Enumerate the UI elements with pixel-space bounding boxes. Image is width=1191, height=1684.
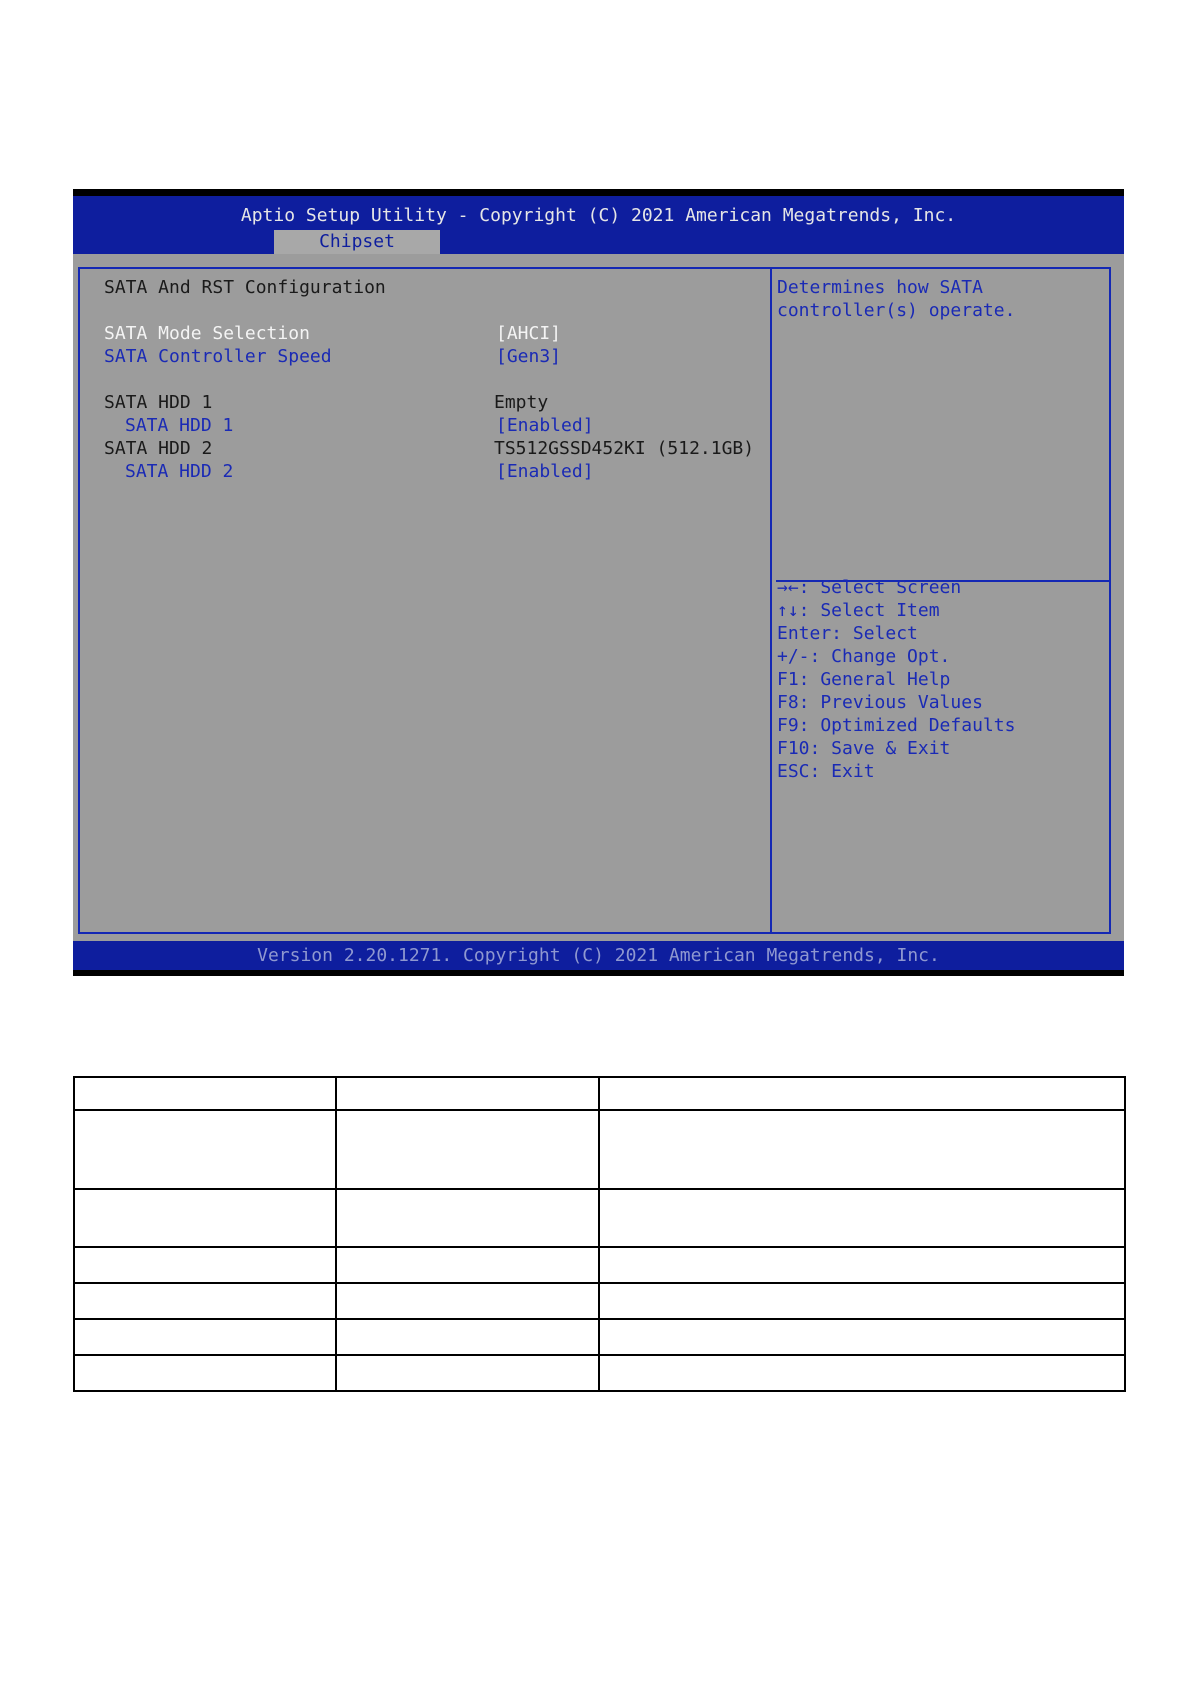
table-cell bbox=[74, 1355, 336, 1391]
sata-controller-speed-label[interactable]: SATA Controller Speed bbox=[104, 346, 332, 367]
key-hint-change-opt: +/-: Change Opt. bbox=[777, 646, 951, 667]
table-row bbox=[74, 1110, 1125, 1189]
table-cell bbox=[599, 1077, 1125, 1110]
bios-setup-screen bbox=[73, 189, 1124, 976]
help-text-line: controller(s) operate. bbox=[777, 300, 1016, 321]
key-hint-optimized-defaults: F9: Optimized Defaults bbox=[777, 715, 1016, 736]
key-hint-general-help: F1: General Help bbox=[777, 669, 951, 690]
sata-hdd1-port-label[interactable]: SATA HDD 1 bbox=[125, 415, 234, 436]
table-cell bbox=[336, 1110, 599, 1189]
table-cell bbox=[599, 1110, 1125, 1189]
options-table bbox=[73, 1076, 1126, 1392]
key-hint-select-screen: →←: Select Screen bbox=[777, 577, 962, 598]
sata-controller-speed-value[interactable]: [Gen3] bbox=[496, 346, 562, 367]
tab-chipset[interactable]: Chipset bbox=[274, 230, 440, 254]
footer-version: Version 2.20.1271. Copyright (C) 2021 American Megatrends, Inc. bbox=[257, 945, 940, 966]
table-cell bbox=[599, 1247, 1125, 1283]
table-cell bbox=[336, 1247, 599, 1283]
key-hint-exit: ESC: Exit bbox=[777, 761, 875, 782]
section-title: SATA And RST Configuration bbox=[104, 277, 386, 298]
help-text-line: Determines how SATA bbox=[777, 277, 983, 298]
sata-hdd1-info-label: SATA HDD 1 bbox=[104, 392, 213, 413]
sata-hdd2-port-label[interactable]: SATA HDD 2 bbox=[125, 461, 234, 482]
table-cell bbox=[74, 1247, 336, 1283]
key-hint-previous-values: F8: Previous Values bbox=[777, 692, 983, 713]
table-cell bbox=[336, 1077, 599, 1110]
sata-mode-selection-value[interactable]: [AHCI] bbox=[496, 323, 562, 344]
sata-hdd1-info-value: Empty bbox=[494, 392, 549, 413]
key-hint-save-exit: F10: Save & Exit bbox=[777, 738, 951, 759]
sata-hdd1-port-value[interactable]: [Enabled] bbox=[496, 415, 594, 436]
table-row bbox=[74, 1077, 1125, 1110]
table-cell bbox=[599, 1355, 1125, 1391]
panel-divider bbox=[770, 267, 772, 934]
table-row bbox=[74, 1355, 1125, 1391]
table-cell bbox=[74, 1077, 336, 1110]
table-row bbox=[74, 1283, 1125, 1319]
table-row bbox=[74, 1247, 1125, 1283]
table-cell bbox=[336, 1355, 599, 1391]
table-cell bbox=[336, 1283, 599, 1319]
table-cell bbox=[599, 1283, 1125, 1319]
sata-hdd2-info-value: TS512GSSD452KI (512.1GB) bbox=[494, 438, 755, 459]
table-row bbox=[74, 1319, 1125, 1355]
bios-footer bbox=[73, 941, 1124, 970]
sata-mode-selection-label[interactable]: SATA Mode Selection bbox=[104, 323, 310, 344]
table-cell bbox=[336, 1319, 599, 1355]
key-hint-select-item: ↑↓: Select Item bbox=[777, 600, 940, 621]
table-cell bbox=[74, 1319, 336, 1355]
table-cell bbox=[74, 1110, 336, 1189]
table-row bbox=[74, 1189, 1125, 1247]
table-cell bbox=[599, 1319, 1125, 1355]
table-cell bbox=[74, 1283, 336, 1319]
bios-title: Aptio Setup Utility - Copyright (C) 2021 American Megatrends, Inc. bbox=[240, 205, 957, 226]
sata-hdd2-info-label: SATA HDD 2 bbox=[104, 438, 213, 459]
sata-hdd2-port-value[interactable]: [Enabled] bbox=[496, 461, 594, 482]
table-cell bbox=[599, 1189, 1125, 1247]
bios-header bbox=[73, 196, 1124, 254]
bios-body bbox=[73, 254, 1124, 941]
table-cell bbox=[74, 1189, 336, 1247]
table-cell bbox=[336, 1189, 599, 1247]
key-hint-enter: Enter: Select bbox=[777, 623, 918, 644]
